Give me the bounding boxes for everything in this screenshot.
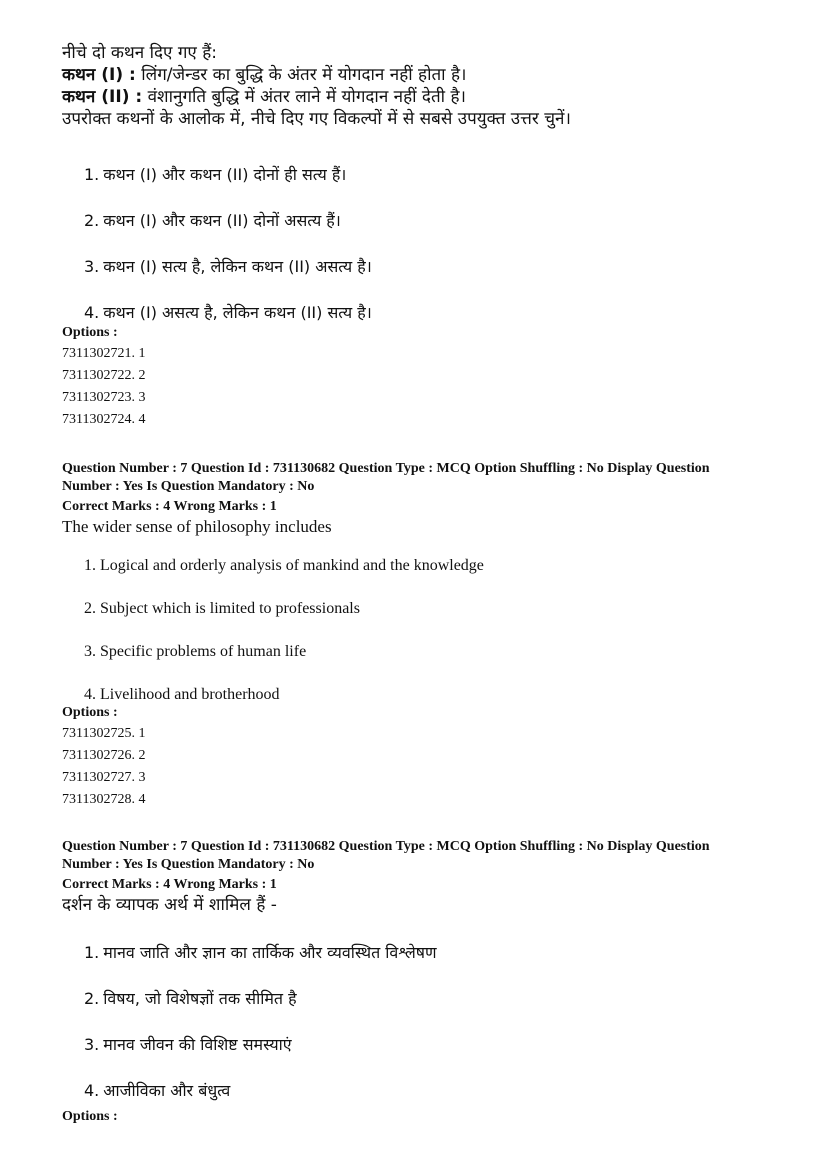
answer-option: 4. Livelihood and brotherhood (84, 686, 280, 703)
statement-2 (62, 86, 571, 108)
option-id: 7311302725. 1 (62, 726, 146, 741)
question-block-1 (62, 42, 571, 130)
marks-info: Correct Marks : 4 Wrong Marks : 1 (62, 877, 277, 892)
statement-1-label: कथन (I) : (62, 65, 136, 85)
question-text: The wider sense of philosophy includes (62, 517, 332, 536)
answer-option: 4. आजीविका और बंधुत्व (84, 1081, 231, 1100)
options-label: Options : (62, 325, 118, 340)
answer-option: 3. कथन (I) सत्य है, लेकिन कथन (II) असत्य है। (84, 257, 372, 276)
answer-option: 3. मानव जीवन की विशिष्ट समस्याएं (84, 1035, 292, 1054)
answer-options-1 (62, 160, 372, 344)
question-text: दर्शन के व्यापक अर्थ में शामिल हैं - (62, 895, 277, 915)
option-ids-2 (62, 703, 145, 811)
statement-2-label: कथन (II) : (62, 87, 143, 107)
answer-option: 1. कथन (I) और कथन (II) दोनों ही सत्य हैं। (84, 165, 347, 184)
answer-option: 2. Subject which is limited to professionals (84, 600, 360, 617)
answer-options-3 (62, 938, 437, 1122)
question-instruction: उपरोक्त कथनों के आलोक में, नीचे दिए गए विकल्पों में से सबसे उपयुक्त उत्तर चुनें। (62, 109, 571, 129)
question-meta: Question Number : 7 Question Id : 731130682 Question Type : MCQ Option Shuffling : No Display Question (62, 839, 710, 854)
question-meta: Number : Yes Is Question Mandatory : No (62, 479, 315, 494)
option-id: 7311302724. 4 (62, 412, 146, 427)
option-ids-1 (62, 323, 145, 431)
question-block-2 (62, 460, 710, 538)
marks-info: Correct Marks : 4 Wrong Marks : 1 (62, 499, 277, 514)
option-id: 7311302726. 2 (62, 748, 146, 763)
option-ids-3 (62, 1107, 118, 1127)
answer-options-2 (62, 551, 484, 723)
option-id: 7311302722. 2 (62, 368, 146, 383)
answer-option: 4. कथन (I) असत्य है, लेकिन कथन (II) सत्य है। (84, 303, 372, 322)
answer-option: 2. विषय, जो विशेषज्ञों तक सीमित है (84, 989, 297, 1008)
question-meta: Question Number : 7 Question Id : 731130682 Question Type : MCQ Option Shuffling : No Display Question (62, 461, 710, 476)
option-id: 7311302728. 4 (62, 792, 146, 807)
options-label: Options : (62, 705, 118, 720)
statement-1 (62, 64, 571, 86)
answer-option: 2. कथन (I) और कथन (II) दोनों असत्य हैं। (84, 211, 341, 230)
statement-1-text: लिंग/जेन्डर का बुद्धि के अंतर में योगदान नहीं होता है। (141, 65, 467, 85)
answer-option: 3. Specific problems of human life (84, 643, 307, 660)
option-id: 7311302727. 3 (62, 770, 146, 785)
answer-option: 1. Logical and orderly analysis of mankind and the knowledge (84, 557, 484, 574)
options-label: Options : (62, 1109, 118, 1124)
question-block-3 (62, 838, 710, 916)
question-meta: Number : Yes Is Question Mandatory : No (62, 857, 315, 872)
question-intro: नीचे दो कथन दिए गए हैं: (62, 43, 217, 63)
answer-option: 1. मानव जाति और ज्ञान का तार्किक और व्यवस्थित विश्लेषण (84, 943, 437, 962)
option-id: 7311302721. 1 (62, 346, 146, 361)
option-id: 7311302723. 3 (62, 390, 146, 405)
statement-2-text: वंशानुगति बुद्धि में अंतर लाने में योगदान नहीं देती है। (147, 87, 466, 107)
